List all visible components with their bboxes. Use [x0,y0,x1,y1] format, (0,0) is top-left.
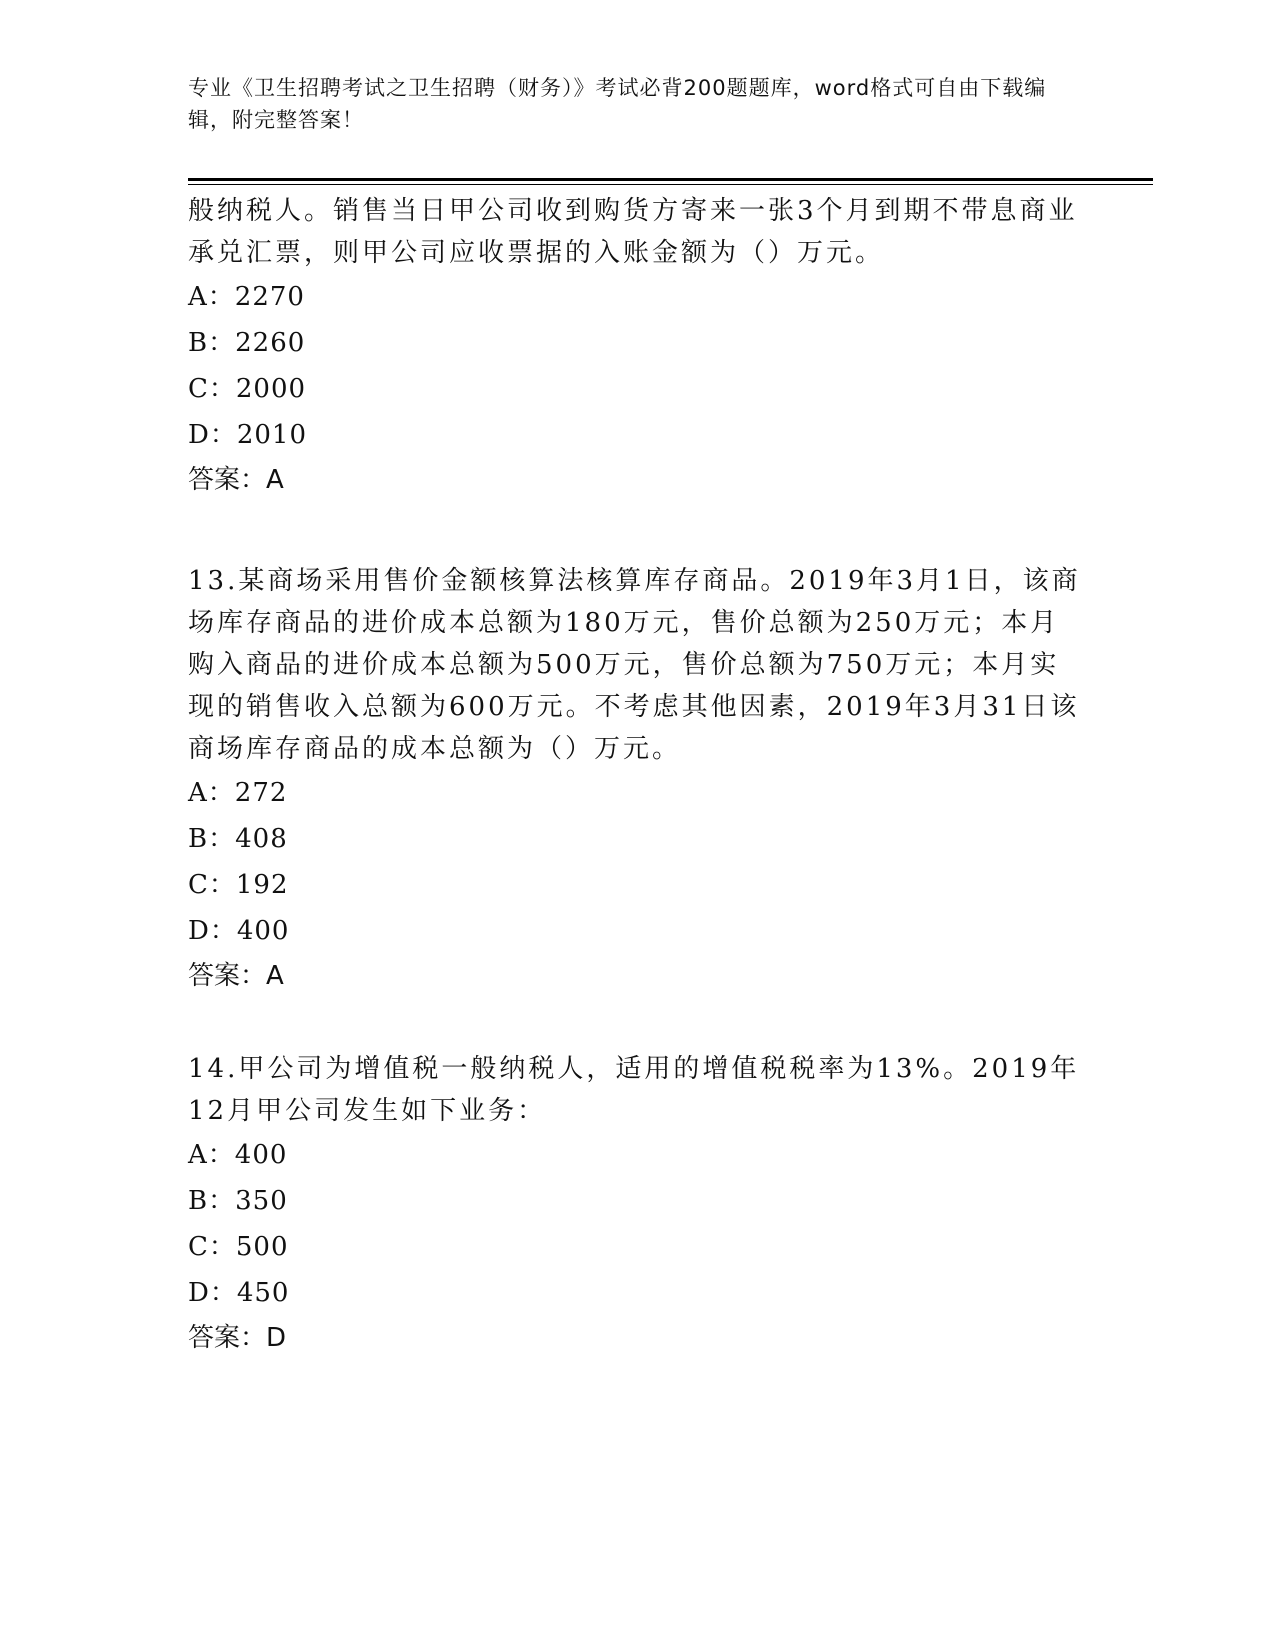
option-c: C：500 [188,1232,289,1262]
answer-line: 答案：A [188,465,284,495]
spacer [188,502,1088,560]
question-block [188,1048,1088,1360]
option-b: B：350 [188,1186,288,1216]
question-block [188,560,1088,998]
question-block [188,190,1088,502]
option-a: A：400 [188,1140,288,1170]
question-stem: 14.甲公司为增值税一般纳税人，适用的增值税税率为13%。2019年12月甲公司发生如下业务： [188,1054,1080,1126]
option-a: A：272 [188,778,288,808]
option-d: D：400 [188,916,290,946]
question-stem: 13.某商场采用售价金额核算法核算库存商品。2019年3月1日，该商场库存商品的进价成本总额为180万元，售价总额为250万元；本月购入商品的进价成本总额为500万元，售价总额为750万元；本月实现的销售收入总额为600万元。不考虑其他因素，2019年3月31日该商场库存商品的成本总额为（）万元。 [188,566,1081,764]
option-a: A：2270 [188,282,305,312]
option-d: D：2010 [188,420,308,450]
header-divider-thin [188,184,1153,185]
option-c: C：192 [188,870,289,900]
spacer [188,998,1088,1048]
option-b: B：2260 [188,328,306,358]
option-c: C：2000 [188,374,307,404]
document-header: 专业《卫生招聘考试之卫生招聘（财务）》考试必背200题题库，word格式可自由下载编辑，附完整答案！ [188,76,1047,132]
option-b: B：408 [188,824,288,854]
question-stem: 般纳税人。销售当日甲公司收到购货方寄来一张3个月到期不带息商业承兑汇票，则甲公司应收票据的入账金额为（）万元。 [188,196,1078,268]
header-divider-thick [188,178,1153,181]
answer-line: 答案：A [188,961,284,991]
answer-line: 答案：D [188,1323,287,1353]
option-d: D：450 [188,1278,290,1308]
question-list [188,190,1088,1360]
